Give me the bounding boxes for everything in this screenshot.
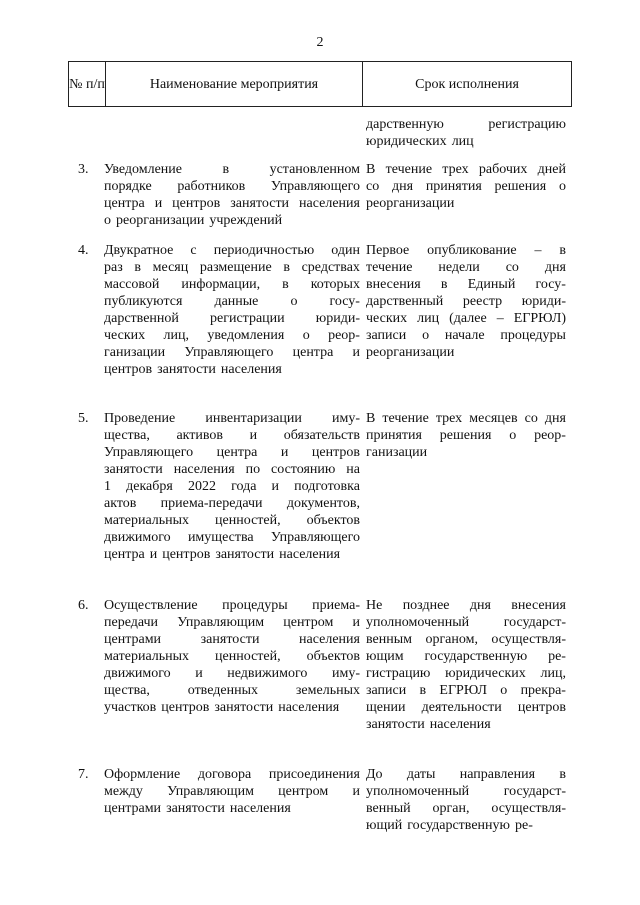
cell-term-line: гистрацию юридических лиц, xyxy=(366,666,566,681)
header-name-column: Наименование мероприятия xyxy=(106,62,363,106)
header-number-column: № п/п xyxy=(69,62,106,106)
cell-term-line: дарственный реестр юриди- xyxy=(366,294,566,309)
activity-name xyxy=(104,161,360,229)
cell-name-line: порядке работников Управляющего xyxy=(104,179,360,194)
cell-name-line: Проведение инвентаризации иму- xyxy=(104,411,360,426)
cell-term-line: течение недели со дня xyxy=(366,260,566,275)
deadline xyxy=(366,161,566,212)
cell-name-line: щества, отведенных земельных xyxy=(104,683,360,698)
row-number: 3. xyxy=(78,162,89,177)
cell-name-line: о реорганизации учреждений xyxy=(104,213,283,228)
cell-name-line: движимого имущества Управляющего xyxy=(104,530,360,545)
row-number: 7. xyxy=(78,767,89,782)
cell-name-line: массовой информации, в которых xyxy=(104,277,360,292)
cell-name-line: дарственной регистрации юриди- xyxy=(104,311,360,326)
cell-name-line: движимого и недвижимого иму- xyxy=(104,666,360,681)
activity-name xyxy=(104,597,360,716)
cell-term-line: дарственную регистрацию xyxy=(366,117,566,132)
table-header xyxy=(68,61,572,107)
cell-term-line: уполномоченный государст- xyxy=(366,784,566,799)
cell-term-line: щении деятельности центров xyxy=(366,700,566,715)
cell-term-line: Первое опубликование – в xyxy=(366,243,566,258)
cell-name-line: публикуются данные о госу- xyxy=(104,294,360,309)
deadline xyxy=(366,116,566,150)
cell-term-line: ческих лиц (далее – ЕГРЮЛ) xyxy=(366,311,566,326)
cell-term-line: уполномоченный государст- xyxy=(366,615,566,630)
cell-name-line: 1 декабря 2022 года и подготовка xyxy=(104,479,360,494)
row-number: 5. xyxy=(78,411,89,426)
page-number: 2 xyxy=(316,35,324,50)
cell-term-line: записи о начале процедуры xyxy=(366,328,566,343)
deadline xyxy=(366,597,566,733)
activity-name xyxy=(104,242,360,378)
cell-name-line: центров занятости населения xyxy=(104,362,282,377)
cell-name-line: ческих лиц, уведомления о реор- xyxy=(104,328,360,343)
header-term-column: Срок исполнения xyxy=(415,76,519,92)
cell-term-line: принятия решения о реор- xyxy=(366,428,566,443)
cell-name-line: занятости населения по состоянию на xyxy=(104,462,360,477)
cell-name-line: материальных ценностей, объектов xyxy=(104,513,360,528)
cell-name-line: центрами занятости населения xyxy=(104,632,360,647)
cell-name-line: Осуществление процедуры приема- xyxy=(104,598,360,613)
activity-name xyxy=(104,410,360,563)
cell-term-line: ющим государственную ре- xyxy=(366,649,566,664)
row-number: 4. xyxy=(78,243,89,258)
cell-term-line: венный орган, осуществля- xyxy=(366,801,566,816)
cell-term-line: внесения в Единый госу- xyxy=(366,277,566,292)
cell-term-line: венным органом, осуществля- xyxy=(366,632,566,647)
cell-name-line: Оформление договора присоединения xyxy=(104,767,360,782)
cell-name-line: Управляющего центра и центров xyxy=(104,445,360,460)
cell-term-line: занятости населения xyxy=(366,717,491,732)
cell-term-line: ющий государственную ре- xyxy=(366,818,533,833)
cell-name-line: центра и центров занятости населения xyxy=(104,196,360,211)
cell-term-line: ганизации xyxy=(366,445,428,460)
cell-name-line: между Управляющим центром и xyxy=(104,784,360,799)
cell-name-line: Уведомление в установленном xyxy=(104,162,360,177)
cell-term-line: юридических лиц xyxy=(366,134,474,149)
cell-term-line: В течение трех рабочих дней xyxy=(366,162,566,177)
row-number: 6. xyxy=(78,598,89,613)
cell-term-line: В течение трех месяцев со дня xyxy=(366,411,566,426)
cell-term-line: со дня принятия решения о xyxy=(366,179,566,194)
cell-term-line: реорганизации xyxy=(366,196,455,211)
cell-name-line: щества, активов и обязательств xyxy=(104,428,360,443)
deadline xyxy=(366,242,566,361)
cell-term-line: До даты направления в xyxy=(366,767,566,782)
cell-term-line: записи в ЕГРЮЛ о прекра- xyxy=(366,683,566,698)
cell-name-line: центра и центров занятости населения xyxy=(104,547,341,562)
cell-term-line: реорганизации xyxy=(366,345,455,360)
cell-name-line: раз в месяц размещение в средствах xyxy=(104,260,360,275)
cell-name-line: Двукратное с периодичностью один xyxy=(104,243,360,258)
cell-name-line: участков центров занятости населения xyxy=(104,700,340,715)
cell-name-line: ганизации Управляющего центра и xyxy=(104,345,360,360)
cell-name-line: материальных ценностей, объектов xyxy=(104,649,360,664)
deadline xyxy=(366,766,566,834)
cell-name-line: центрами занятости населения xyxy=(104,801,291,816)
activity-name xyxy=(104,766,360,817)
deadline xyxy=(366,410,566,461)
cell-term-line: Не позднее дня внесения xyxy=(366,598,566,613)
cell-name-line: передачи Управляющим центром и xyxy=(104,615,360,630)
cell-name-line: актов приема-передачи документов, xyxy=(104,496,360,511)
